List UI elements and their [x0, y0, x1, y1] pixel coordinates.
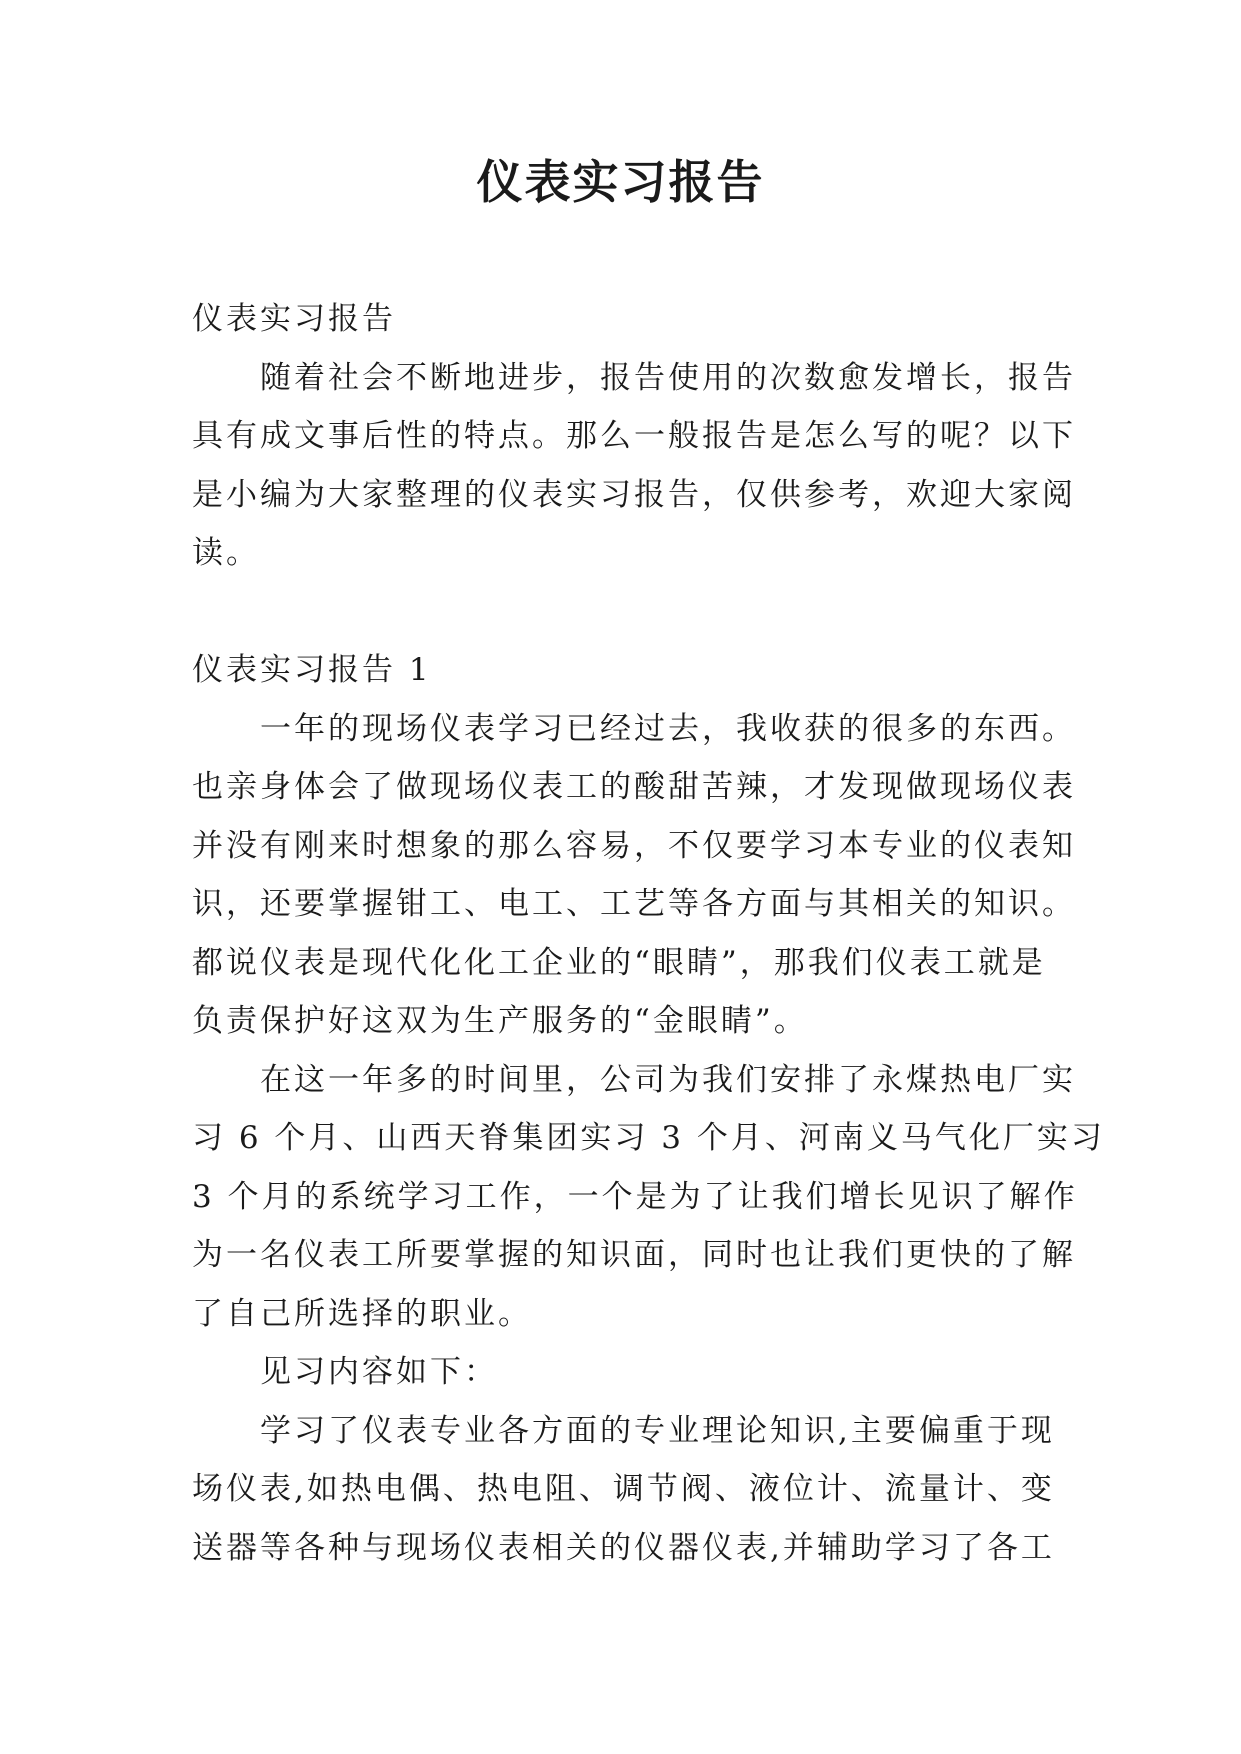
section-heading: 仪表实习报告 — [192, 301, 396, 337]
paragraph-line: 习 6 个月、山西天脊集团实习 3 个月、河南义马气化厂实习 — [192, 1120, 1105, 1156]
document-body — [192, 290, 1105, 1577]
paragraph-line: 场仪表,如热电偶、热电阻、调节阀、液位计、流量计、变 — [192, 1471, 1055, 1507]
paragraph-line: 并没有刚来时想象的那么容易，不仅要学习本专业的仪表知 — [192, 827, 1076, 864]
paragraph-line: 是小编为大家整理的仪表实习报告，仅供参考，欢迎大家阅 — [192, 476, 1076, 513]
paragraph-line: 随着社会不断地进步，报告使用的次数愈发增长，报告 — [260, 359, 1076, 396]
paragraph-line: 具有成文事后性的特点。那么一般报告是怎么写的呢？以下 — [192, 418, 1076, 454]
paragraph-line: 3 个月的系统学习工作，一个是为了让我们增长见识了解作 — [192, 1178, 1078, 1215]
blank-line — [192, 583, 1054, 642]
paragraph-line: 了自己所选择的职业。 — [192, 1295, 532, 1332]
document-title: 仪表实习报告 — [476, 155, 765, 209]
paragraph-line: 都说仪表是现代化化工企业的“眼睛”，那我们仪表工就是 — [192, 944, 1046, 981]
paragraph-line: 识，还要掌握钳工、电工、工艺等各方面与其相关的知识。 — [192, 886, 1076, 922]
paragraph-line: 学习了仪表专业各方面的专业理论知识,主要偏重于现 — [260, 1412, 1055, 1449]
paragraph-line: 送器等各种与现场仪表相关的仪器仪表,并辅助学习了各工 — [192, 1529, 1055, 1566]
section-heading: 仪表实习报告 1 — [192, 652, 432, 688]
paragraph-line: 也亲身体会了做现场仪表工的酸甜苦辣，才发现做现场仪表 — [192, 769, 1076, 805]
paragraph-line: 负责保护好这双为生产服务的“金眼睛”。 — [192, 1003, 808, 1039]
paragraph-line: 见习内容如下： — [260, 1354, 498, 1390]
paragraph-line: 一年的现场仪表学习已经过去，我收获的很多的东西。 — [260, 710, 1076, 747]
paragraph-line: 为一名仪表工所要掌握的知识面，同时也让我们更快的了解 — [192, 1237, 1076, 1273]
paragraph-line: 读。 — [192, 535, 260, 571]
paragraph-line: 在这一年多的时间里，公司为我们安排了永煤热电厂实 — [260, 1061, 1076, 1098]
